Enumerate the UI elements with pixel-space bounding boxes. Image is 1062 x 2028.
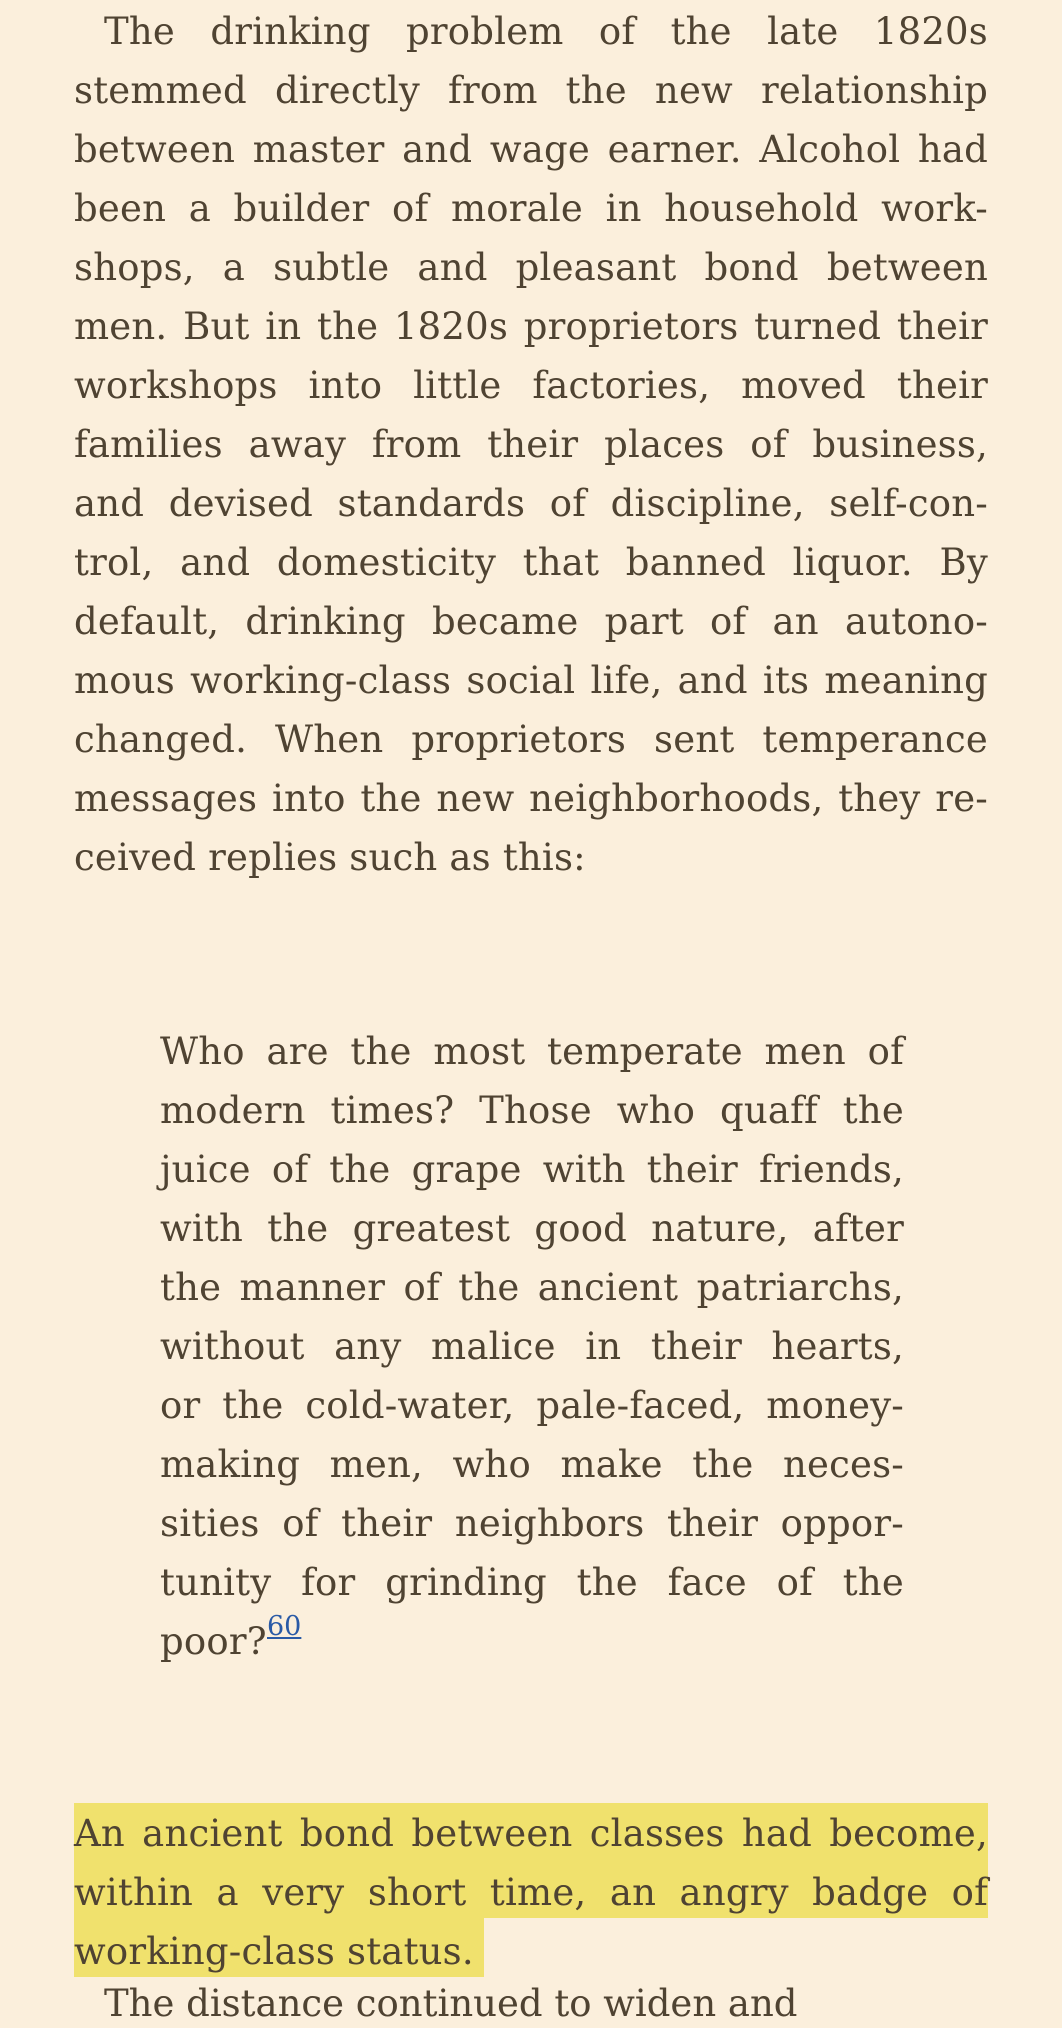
quote-line: poor? <box>160 1620 267 1663</box>
text-line: mous working-class social life, and its meaning <box>74 659 988 702</box>
footnote-link-60[interactable]: 60 <box>267 1611 302 1642</box>
text-line: shops, a subtle and pleasant bond between <box>74 246 988 289</box>
quote-line: modern times? Those who quaff the <box>160 1089 904 1132</box>
text-line: been a builder of morale in household work- <box>74 187 988 230</box>
quote-line: juice of the grape with their friends, <box>160 1148 904 1191</box>
text-line: men. But in the 1820s proprietors turned their <box>74 305 988 348</box>
quote-line: making men, who make the neces- <box>160 1443 904 1486</box>
text-line: working-class status. <box>74 1930 474 1973</box>
quote-line: without any malice in their hearts, <box>160 1325 904 1368</box>
text-line: and devised standards of discipline, self-con- <box>74 482 988 525</box>
quote-line: tunity for grinding the face of the <box>160 1561 904 1604</box>
quote-line: or the cold-water, pale-faced, money- <box>160 1384 904 1427</box>
text-line: stemmed directly from the new relationship <box>74 69 988 112</box>
text-line: messages into the new neighborhoods, they re- <box>74 777 988 820</box>
text-line: default, drinking became part of an autono- <box>74 600 988 643</box>
quote-line: with the greatest good nature, after <box>160 1207 904 1250</box>
quote-line: sities of their neighbors their oppor- <box>160 1502 904 1545</box>
text-line: trol, and domesticity that banned liquor. By <box>74 541 988 584</box>
text-line: between master and wage earner. Alcohol had <box>74 128 988 171</box>
text-line: within a very short time, an angry badge of <box>74 1871 988 1914</box>
quote-line: Who are the most temperate men of <box>160 1030 904 1073</box>
text-line: An ancient bond between classes had become, <box>74 1812 988 1855</box>
text-line: changed. When proprietors sent temperance <box>74 718 988 761</box>
text-line: The drinking problem of the late 1820s <box>104 10 988 53</box>
text-line: ceived replies such as this: <box>74 836 586 879</box>
quote-line: the manner of the ancient patriarchs, <box>160 1266 904 1309</box>
text-line: workshops into little factories, moved their <box>74 364 988 407</box>
next-paragraph-partial: The distance continued to widen and <box>104 1982 798 2025</box>
text-line: families away from their places of business, <box>74 423 988 466</box>
